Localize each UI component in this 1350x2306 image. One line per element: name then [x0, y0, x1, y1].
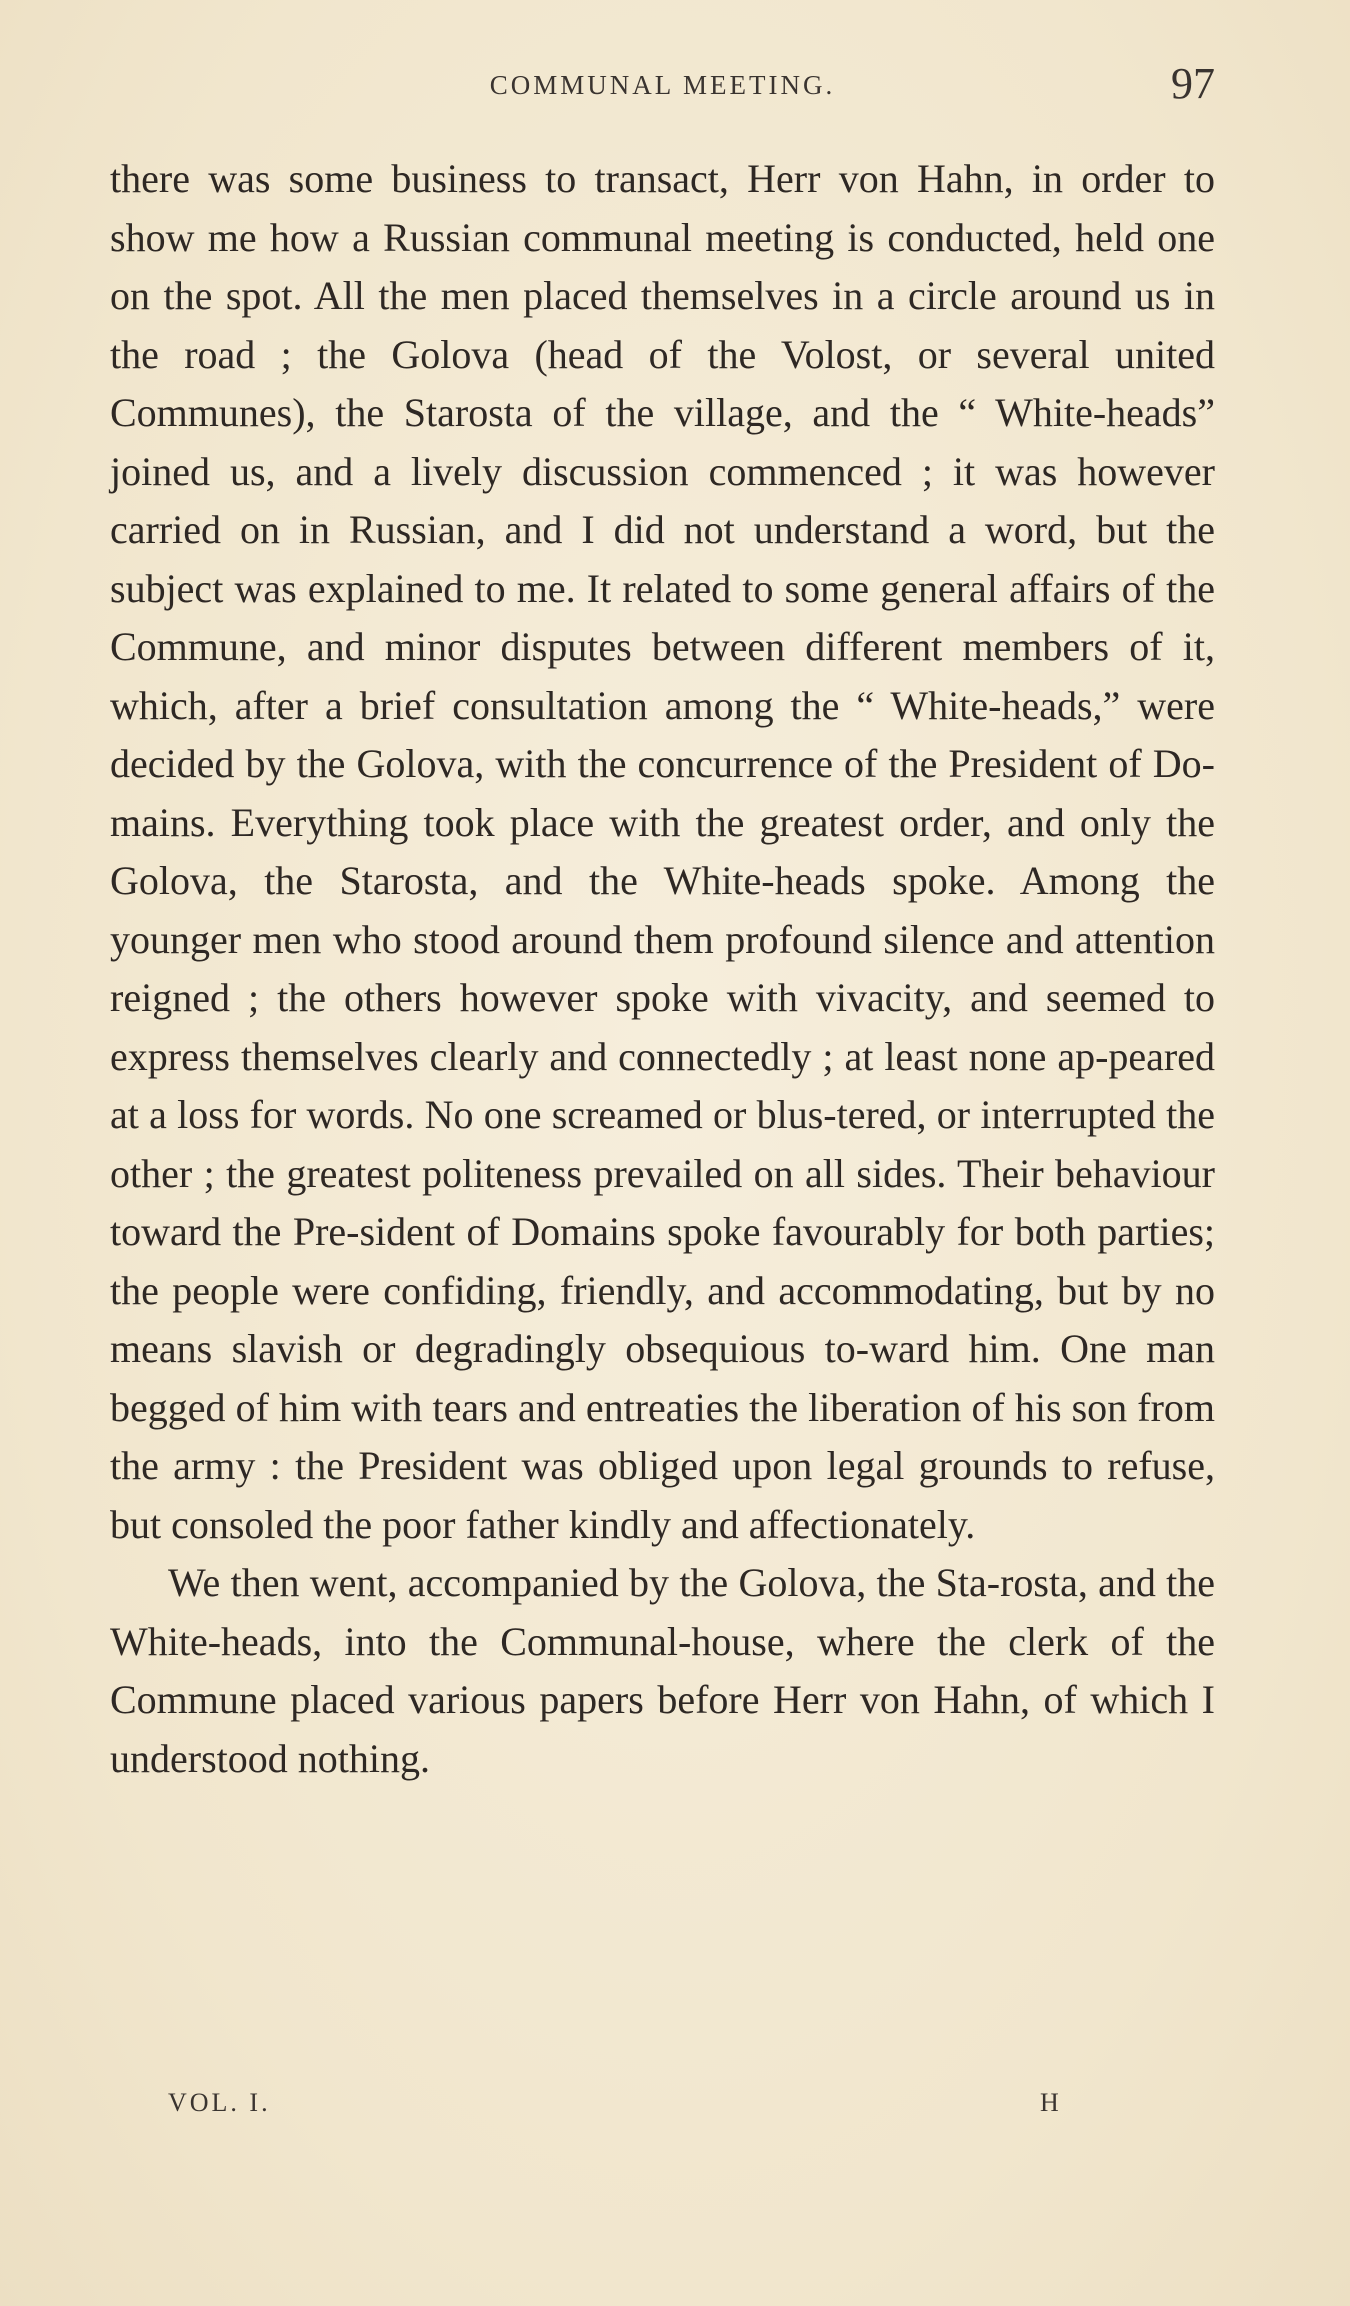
paragraph-2: We then went, accompanied by the Golova, the Sta-rosta, and the White-heads, into the Communal-house, where the clerk of the Commune placed various papers before Herr von Hahn, of which I understood nothing.	[110, 1560, 1215, 1781]
signature-mark: H	[1040, 2088, 1062, 2117]
signature-line	[110, 2088, 1215, 2128]
paragraph-1: there was some business to transact, Herr von Hahn, in order to show me how a Russian communal meeting is conducted, held one on the spot. All the men placed themselves in a circle around us in the road ; the Golova (head of the Volost, or several united Communes), the Starosta of the village, and the “ White-heads” joined us, and a lively discussion commenced ; it was however carried on in Russian, and I did not understand a word, but the subject was explained to me. It related to some general affairs of the Commune, and minor disputes between different members of it, which, after a brief consultation among the “ White-heads,” were decided by the Golova, with the concurrence of the President of Do-mains. Everything took place with the greatest order, and only the Golova, the Starosta, and the White-heads spoke. Among the younger men who stood around them profound silence and attention reigned ; the others however spoke with vivacity, and seemed to express themselves clearly and connectedly ; at least none ap-peared at a loss for words. No one screamed or blus-tered, or interrupted the other ; the greatest politeness prevailed on all sides. Their behaviour toward the Pre-sident of Domains spoke favourably for both parties; the people were confiding, friendly, and accommodating, but by no means slavish or degradingly obsequious to-ward him. One man begged of him with tears and entreaties the liberation of his son from the army : the President was obliged upon legal grounds to refuse, but consoled the poor father kindly and affectionately.	[110, 156, 1215, 1547]
running-head	[110, 58, 1215, 108]
volume-mark: VOL. I.	[168, 2088, 271, 2117]
running-title: COMMUNAL MEETING.	[489, 70, 836, 100]
body-text	[110, 150, 1215, 1788]
page-number: 97	[1171, 59, 1215, 108]
